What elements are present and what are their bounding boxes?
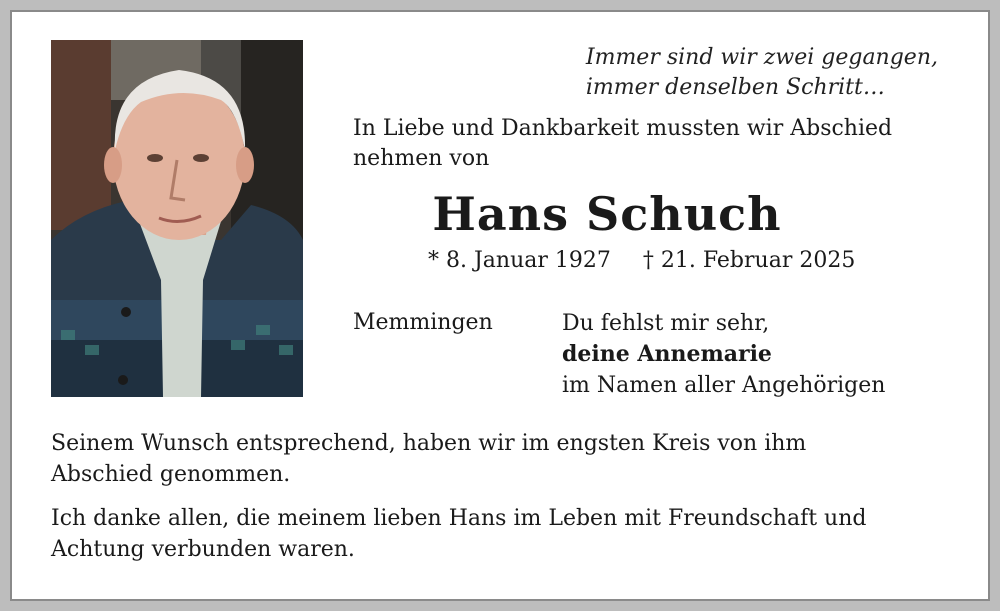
paragraph-wish (51, 428, 951, 490)
intro-text (353, 114, 953, 174)
paragraph-line: Ich danke allen, die meinem lieben Hans im Leben mit Freundschaft und (51, 506, 867, 531)
signature-block (562, 308, 885, 401)
signature-name: deine Annemarie (562, 341, 772, 367)
signature-line: Du fehlst mir sehr, (562, 311, 770, 336)
poem-quote (586, 43, 938, 103)
intro-line: nehmen von (353, 146, 490, 171)
deceased-name: Hans Schuch (432, 187, 782, 241)
death-symbol: † (642, 248, 654, 273)
poem-line: Immer sind wir zwei gegangen, (585, 45, 938, 70)
birth-date: 8. Januar 1927 (446, 248, 611, 273)
place-name: Memmingen (353, 310, 493, 335)
paragraph-line: Abschied genommen. (51, 462, 291, 487)
signature-line: im Namen aller Angehörigen (562, 373, 886, 398)
paragraph-line: Achtung verbunden waren. (51, 537, 355, 562)
paragraph-thanks (51, 503, 951, 565)
birth-symbol: * (428, 248, 439, 273)
life-dates (428, 246, 855, 276)
portrait-photo (51, 40, 303, 397)
intro-line: In Liebe und Dankbarkeit mussten wir Abschied (353, 116, 893, 141)
poem-line: immer denselben Schritt… (585, 75, 885, 100)
deceased-name-row (353, 184, 953, 244)
death-date: 21. Februar 2025 (660, 248, 856, 273)
paragraph-line: Seinem Wunsch entsprechend, haben wir im engsten Kreis von ihm (51, 431, 807, 456)
